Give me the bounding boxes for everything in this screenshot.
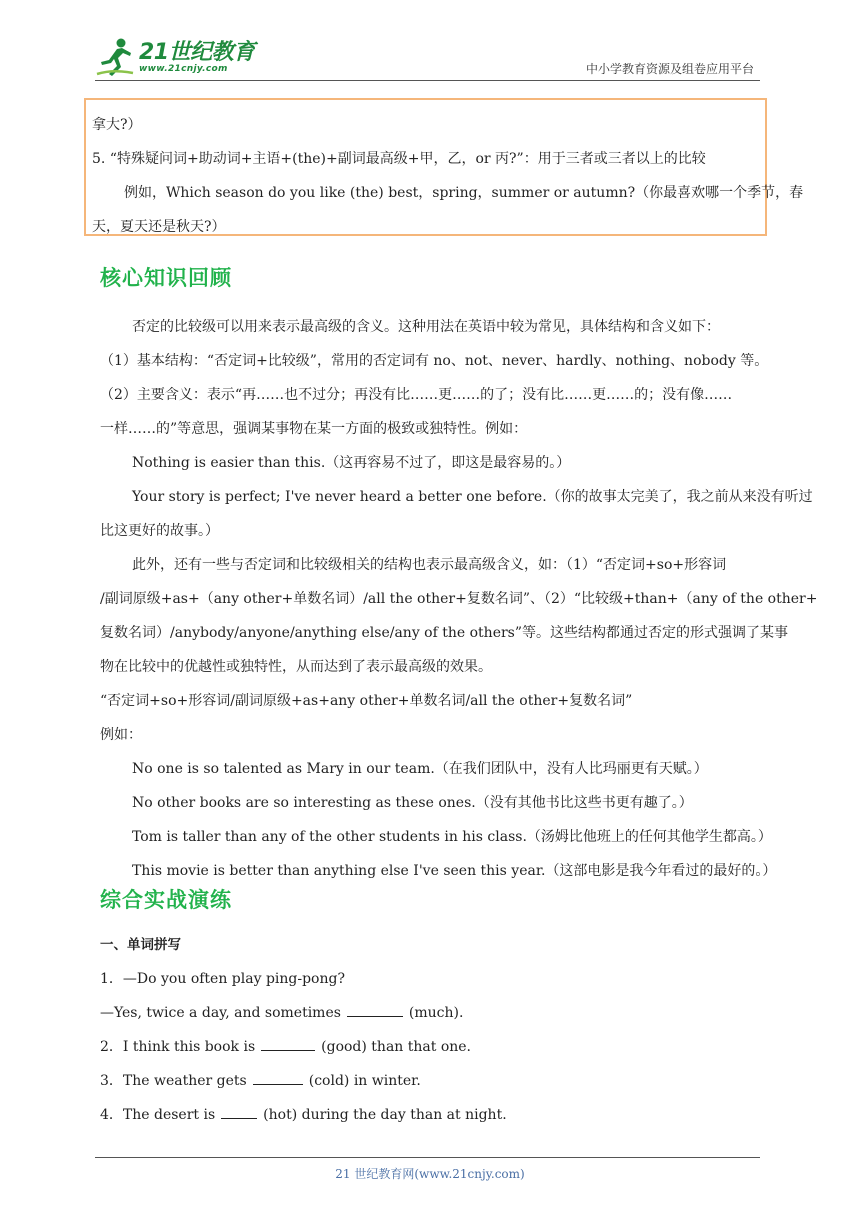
example-sentence: Nothing is easier than this.（这再容易不过了，即这是最容易的。） bbox=[132, 455, 571, 471]
review-line: （2）主要含义：表示“再……也不过分；再没有比……更……的了；没有比……更……的；没有像…… bbox=[100, 387, 733, 403]
example-sentence: Your story is perfect; I've never heard a better one before.（你的故事太完美了，我之前从来没有听过 bbox=[132, 489, 813, 505]
answer-blank[interactable] bbox=[261, 1036, 315, 1051]
box-line-3: 例如，Which season do you like (the) best，spring，summer or autumn?（你最喜欢哪一个季节，春 bbox=[124, 185, 804, 201]
question-1-line-1: 1．—Do you often play ping-pong? bbox=[100, 971, 345, 987]
platform-name: 中小学教育资源及组卷应用平台 bbox=[585, 62, 754, 76]
practice-content bbox=[100, 928, 764, 1132]
box-line-1: 拿大?） bbox=[92, 117, 142, 133]
example-sentence: No one is so talented as Mary in our team.（在我们团队中，没有人比玛丽更有天赋。） bbox=[132, 761, 708, 777]
logo bbox=[95, 32, 255, 78]
footer-divider bbox=[95, 1157, 760, 1158]
review-line: 否定的比较级可以用来表示最高级的含义。这种用法在英语中较为常见，具体结构和含义如下： bbox=[132, 319, 720, 335]
review-line: /副词原级+as+（any other+单数名词）/all the other+复数名词”、（2）“比较级+than+（any of the other+ bbox=[100, 591, 818, 607]
review-line: 复数名词）/anybody/anyone/anything else/any of the others”等。这些结构都通过否定的形式强调了某事 bbox=[100, 625, 789, 641]
structure-line: “否定词+so+形容词/副词原级+as+any other+单数名词/all the other+复数名词” bbox=[100, 693, 633, 709]
section-title-review: 核心知识回顾 bbox=[100, 266, 232, 290]
review-line: （1）基本结构：“否定词+比较级”，常用的否定词有 no、not、never、hardly、nothing、nobody 等。 bbox=[100, 353, 769, 369]
question-1-line-2: —Yes, twice a day, and sometimes (much). bbox=[100, 996, 764, 1030]
example-sentence: Tom is taller than any of the other students in his class.（汤姆比他班上的任何其他学生都高。） bbox=[132, 829, 772, 845]
footer-link[interactable]: 21 世纪教育网(www.21cnjy.com) bbox=[335, 1167, 525, 1181]
example-label: 例如： bbox=[100, 727, 142, 743]
logo-title: 21世纪教育 bbox=[139, 40, 255, 65]
section-title-practice: 综合实战演练 bbox=[100, 888, 232, 912]
review-line: 一样……的”等意思，强调某事物在某一方面的极致或独特性。例如： bbox=[100, 421, 528, 437]
exercise-heading: 一、单词拼写 bbox=[100, 937, 181, 953]
example-sentence: No other books are so interesting as these ones.（没有其他书比这些书更有趣了。） bbox=[132, 795, 693, 811]
example-sentence: This movie is better than anything else I've seen this year.（这部电影是我今年看过的最好的。） bbox=[132, 863, 777, 879]
box-line-4: 天，夏天还是秋天?） bbox=[92, 219, 226, 235]
review-content bbox=[100, 310, 818, 888]
review-line: 此外，还有一些与否定词和比较级相关的结构也表示最高级含义，如：（1）“否定词+so+形容词 bbox=[132, 557, 727, 573]
question-2: 2．I think this book is (good) than that one. bbox=[100, 1030, 764, 1064]
answer-blank[interactable] bbox=[221, 1104, 257, 1119]
tip-box bbox=[84, 98, 804, 236]
page-header bbox=[95, 32, 760, 81]
question-3: 3．The weather gets (cold) in winter. bbox=[100, 1064, 764, 1098]
question-4: 4．The desert is (hot) during the day than at night. bbox=[100, 1098, 764, 1132]
answer-blank[interactable] bbox=[347, 1002, 403, 1017]
review-line: 比这更好的故事。） bbox=[100, 523, 219, 539]
review-line: 物在比较中的优越性或独特性，从而达到了表示最高级的效果。 bbox=[100, 659, 492, 675]
running-figure-icon bbox=[95, 36, 135, 78]
answer-blank[interactable] bbox=[253, 1070, 303, 1085]
box-line-2: 5. “特殊疑问词+助动词+主语+(the)+副词最高级+甲，乙，or 丙?”：用于三者或三者以上的比较 bbox=[92, 151, 706, 167]
logo-url: www.21cnjy.com bbox=[139, 64, 228, 74]
